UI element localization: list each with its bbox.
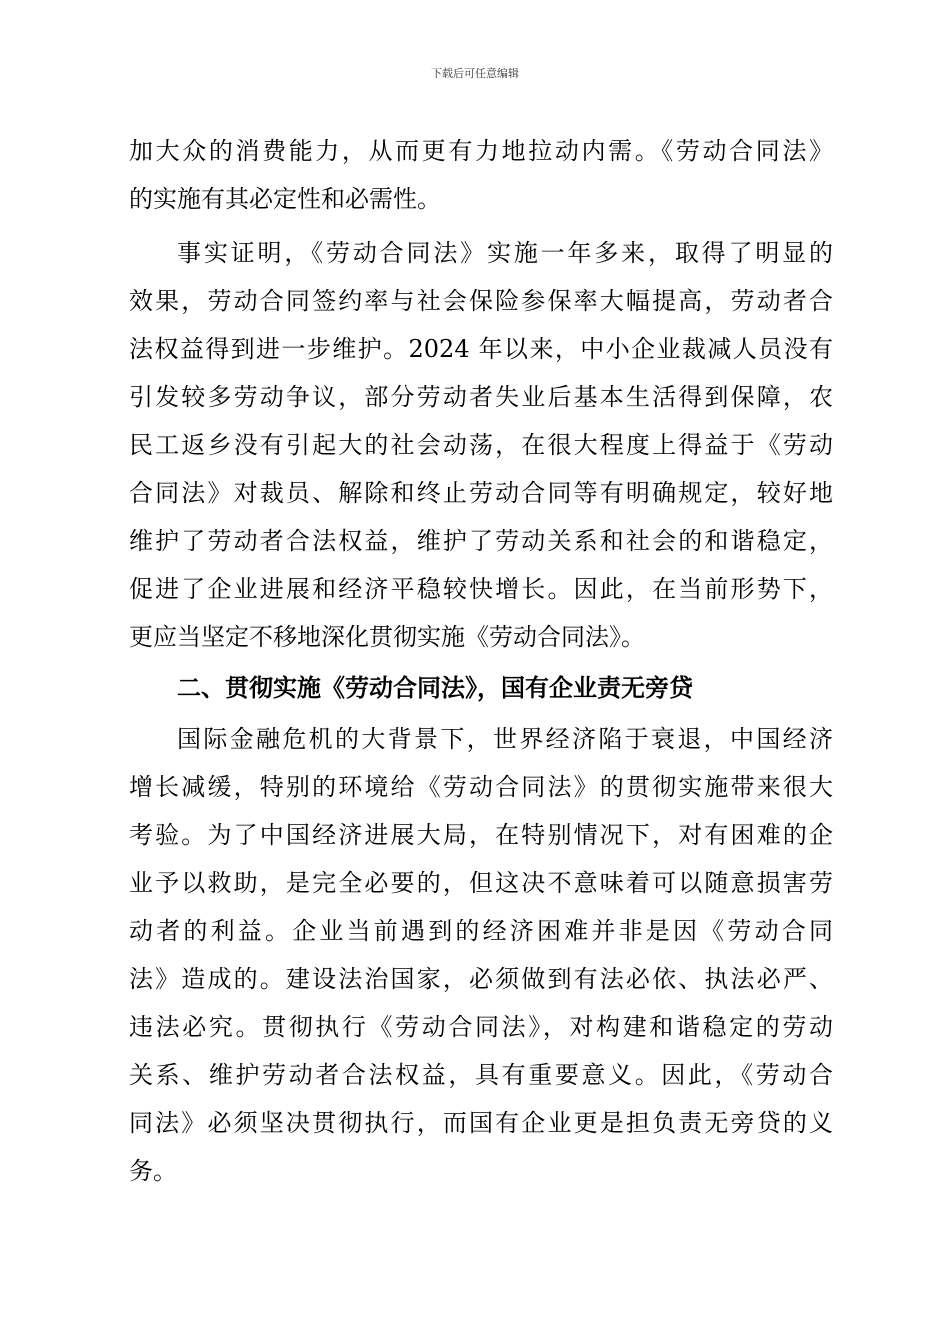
text-line: 同法》必须坚决贯彻执行，而国有企业更是担负责无旁贷的义	[129, 1109, 833, 1137]
page-header: 下载后可任意编辑	[431, 67, 519, 80]
section-heading: 二、贯彻实施《劳动合同法》，国有企业责无旁贷	[177, 674, 693, 702]
text-line: 更应当坚定不移地深化贯彻实施《劳动合同法》。	[129, 623, 645, 651]
text-line: 效果，劳动合同签约率与社会保险参保率大幅提高，劳动者合	[129, 287, 833, 315]
text-line: 法》造成的。建设法治国家，必须做到有法必依、执法必严、	[129, 965, 833, 993]
text-line: 引发较多劳动争议，部分劳动者失业后基本生活得到保障，农	[129, 383, 833, 411]
text-line: 促进了企业进展和经济平稳较快增长。因此，在当前形势下，	[129, 575, 833, 603]
text-line: 加大众的消费能力，从而更有力地拉动内需。《劳动合同法》	[129, 137, 833, 165]
paragraph-financial-crisis	[129, 715, 833, 1195]
text-line: 法权益得到进一步维护。2024 年以来，中小企业裁减人员没有	[129, 335, 833, 363]
text-line: 业予以救助，是完全必要的，但这决不意味着可以随意损害劳	[129, 869, 833, 897]
text-line: 维护了劳动者合法权益，维护了劳动关系和社会的和谐稳定，	[129, 527, 833, 555]
text-line: 事实证明，《劳动合同法》实施一年多来，取得了明显的	[177, 239, 833, 267]
text-line: 合同法》对裁员、解除和终止劳动合同等有明确规定，较好地	[129, 479, 833, 507]
paragraph-consumption	[129, 127, 833, 223]
text-line: 违法必究。贯彻执行《劳动合同法》，对构建和谐稳定的劳动	[129, 1013, 833, 1041]
text-line: 考验。为了中国经济进展大局，在特别情况下，对有困难的企	[129, 821, 833, 849]
paragraph-facts	[129, 229, 833, 661]
text-line: 国际金融危机的大背景下，世界经济陷于衰退，中国经济	[177, 725, 833, 753]
text-line: 动者的利益。企业当前遇到的经济困难并非是因《劳动合同	[129, 917, 833, 945]
text-line: 的实施有其必定性和必需性。	[129, 185, 441, 213]
text-line: 务。	[129, 1157, 177, 1185]
text-line: 关系、维护劳动者合法权益，具有重要意义。因此，《劳动合	[129, 1061, 833, 1089]
text-line: 增长减缓，特别的环境给《劳动合同法》的贯彻实施带来很大	[129, 773, 833, 801]
document-body	[129, 127, 833, 1195]
text-line: 民工返乡没有引起大的社会动荡，在很大程度上得益于《劳动	[129, 431, 833, 459]
